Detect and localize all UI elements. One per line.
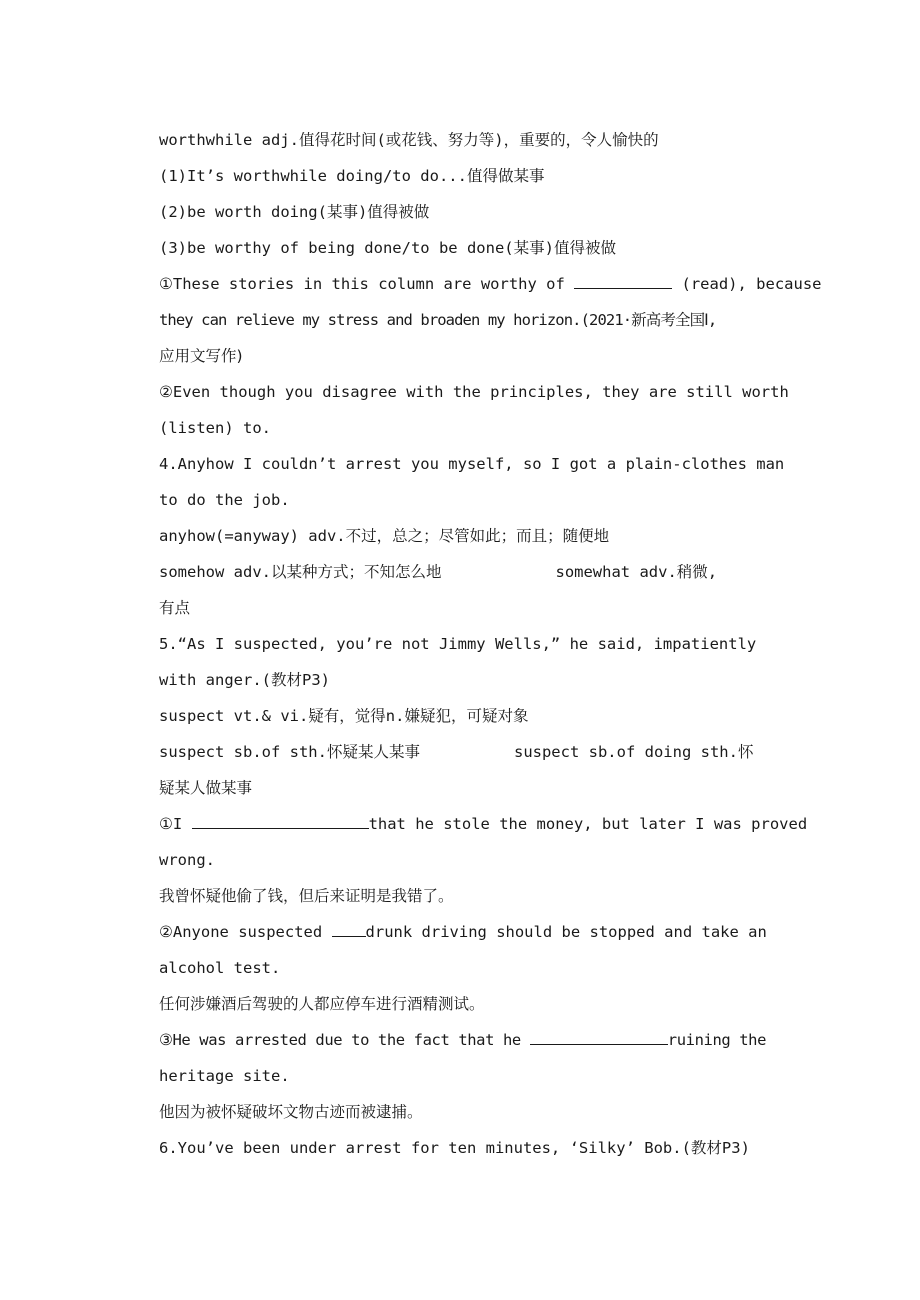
exercise-line xyxy=(159,268,829,304)
exercise-line xyxy=(159,916,829,952)
exercise-text: ①These stories in this column are worthy of xyxy=(159,275,575,293)
answer-blank[interactable] xyxy=(192,810,369,829)
document-body xyxy=(159,124,829,1168)
translation: 任何涉嫌酒后驾驶的人都应停车进行酒精测试。 xyxy=(159,995,485,1013)
translation: 他因为被怀疑破坏文物古迹而被逮捕。 xyxy=(159,1103,423,1121)
exercise-line xyxy=(159,808,829,844)
usage-text: suspect sb.of doing sth.怀 xyxy=(513,743,754,761)
somehow-text: somehow adv.以某种方式；不知怎么地 xyxy=(159,563,442,581)
vocab-entry-cont: 有点 xyxy=(159,599,191,617)
sentence-6: 6.You’ve been under arrest for ten minutes, ‘Silky’ Bob.(教材P3) xyxy=(159,1139,750,1157)
exercise-line: (listen) to. xyxy=(159,419,271,437)
exercise-text: that he stole the money, but later I was proved xyxy=(368,815,808,833)
exercise-line: wrong. xyxy=(159,851,215,869)
exercise-line: ②Even though you disagree with the principles, they are still worth xyxy=(159,383,789,401)
usage-suspect-cont: 疑某人做某事 xyxy=(159,779,253,797)
exercise-line: alcohol test. xyxy=(159,959,281,977)
exercise-line: heritage site. xyxy=(159,1067,290,1085)
sentence-4-cont: to do the job. xyxy=(159,491,290,509)
sentence-5-cont: with anger.(教材P3) xyxy=(159,671,330,689)
exercise-text: ③He was arrested due to the fact that he xyxy=(159,1031,530,1049)
vocab-entry-suspect: suspect vt.& vi.疑有，觉得n.嫌疑犯，可疑对象 xyxy=(159,707,529,725)
usage-text: suspect sb.of sth.怀疑某人某事 xyxy=(159,743,420,761)
vocab-entry-worthwhile: worthwhile adj.值得花时间(或花钱、努力等)，重要的，令人愉快的 xyxy=(159,131,659,149)
vocab-entry-somehow xyxy=(159,556,829,592)
usage-note-1: (1)It’s worthwhile doing/to do...值得做某事 xyxy=(159,167,545,185)
exercise-line xyxy=(159,1024,829,1060)
exercise-line: they can relieve my stress and broaden my horizon.(2021·新高考全国Ⅰ, xyxy=(159,311,717,329)
translation: 我曾怀疑他偷了钱，但后来证明是我错了。 xyxy=(159,887,454,905)
answer-blank[interactable] xyxy=(332,918,366,937)
exercise-text: drunk driving should be stopped and take an xyxy=(365,923,767,941)
usage-note-3: (3)be worthy of being done/to be done(某事)值得被做 xyxy=(159,239,616,257)
sentence-4: 4.Anyhow I couldn’t arrest you myself, so I got a plain-clothes man xyxy=(159,455,785,473)
answer-blank[interactable] xyxy=(574,270,672,289)
exercise-text: ruining the xyxy=(667,1031,767,1049)
somewhat-text: somewhat adv.稍微, xyxy=(555,563,718,581)
exercise-text: ①I xyxy=(159,815,192,833)
answer-blank[interactable] xyxy=(530,1026,668,1045)
sentence-5: 5.“As I suspected, you’re not Jimmy Wells,” he said, impatiently xyxy=(159,635,757,653)
source-note: 应用文写作) xyxy=(159,347,243,365)
usage-note-2: (2)be worth doing(某事)值得被做 xyxy=(159,203,430,221)
exercise-text: ②Anyone suspected xyxy=(159,923,332,941)
usage-suspect xyxy=(159,736,829,772)
vocab-entry-anyhow: anyhow(=anyway) adv.不过，总之；尽管如此；而且；随便地 xyxy=(159,527,610,545)
exercise-text: (read), because xyxy=(672,275,822,293)
